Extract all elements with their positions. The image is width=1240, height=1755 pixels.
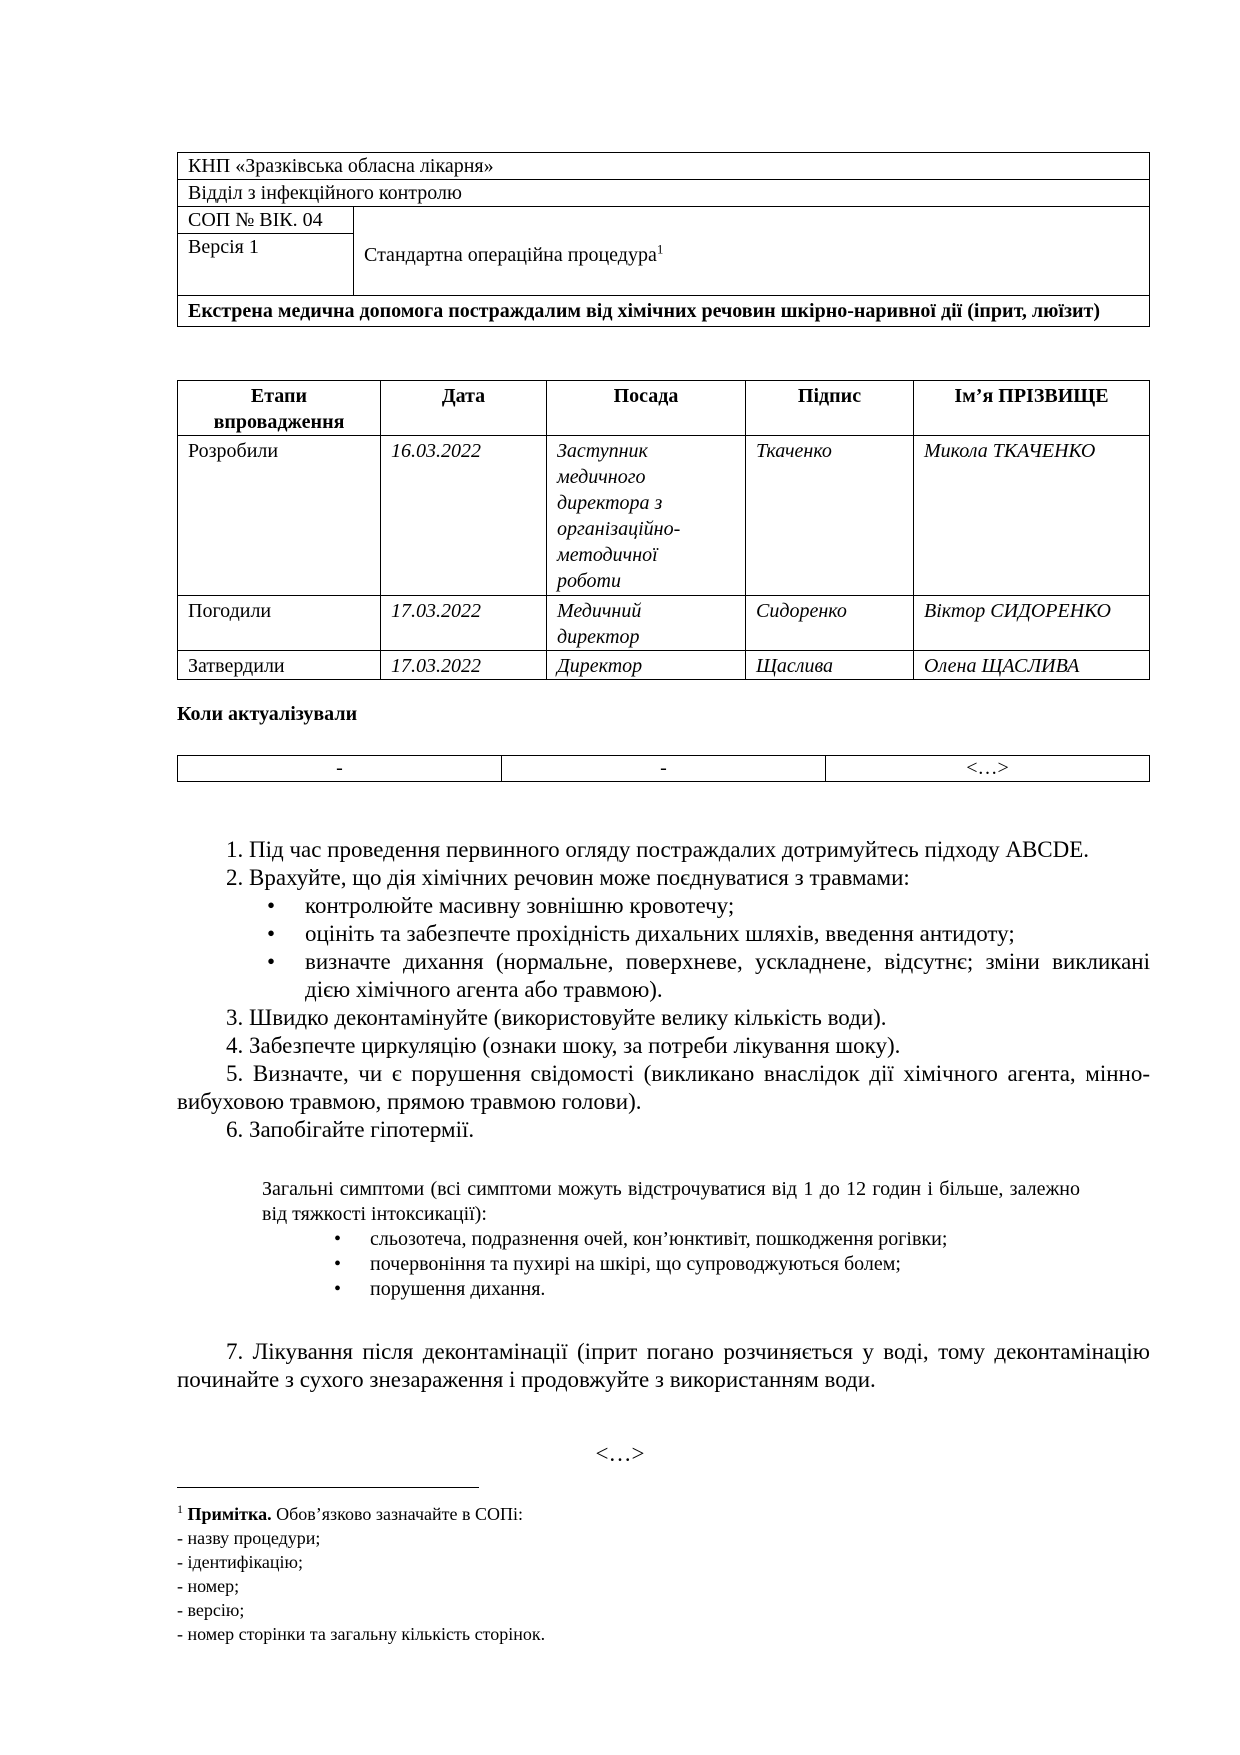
col-header-name: Ім’я ПРІЗВИЩЕ xyxy=(914,381,1150,436)
department: Відділ з інфекційного контролю xyxy=(178,180,1150,207)
col-header-signature: Підпис xyxy=(746,381,914,436)
steps-block xyxy=(177,836,1150,1144)
footnote-divider xyxy=(177,1487,479,1488)
updates-table xyxy=(177,755,1150,782)
step-2: 2. Врахуйте, що дія хімічних речовин може поєднуватися з травмами: xyxy=(226,865,910,890)
cell-signature: Ткаченко xyxy=(746,436,914,596)
bullet-icon: • xyxy=(334,1253,342,1275)
list-item: • оцініть та забезпечте прохідність дихальних шляхів, введення антидоту; xyxy=(267,921,1015,946)
list-item: - версію; xyxy=(177,1600,245,1620)
step-3: 3. Швидко деконтамінуйте (використовуйте велику кількість води). xyxy=(226,1005,887,1030)
approvals-table xyxy=(177,380,1150,680)
table-row xyxy=(178,436,1150,596)
list-item: - назву процедури; xyxy=(177,1528,321,1548)
list-item: • контролюйте масивну зовнішню кровотечу; xyxy=(267,893,735,918)
col-header-stage: Етапи впровадження xyxy=(178,381,381,436)
symptoms-list xyxy=(262,1227,1080,1302)
table-row xyxy=(178,596,1150,651)
cell-date: 16.03.2022 xyxy=(381,436,547,596)
doc-type-cell xyxy=(354,207,1150,296)
update-cell: - xyxy=(502,756,826,782)
cell-signature: Щаслива xyxy=(746,651,914,680)
list-item: • визначте дихання (нормальне, поверхневе, ускладнене, відсутнє; зміни викликані дією хімічного агента або травмою). xyxy=(267,949,1150,1002)
footnote xyxy=(177,1497,1077,1646)
cell-stage: Розробили xyxy=(178,436,381,596)
step-4: 4. Забезпечте циркуляцію (ознаки шоку, за потреби лікування шоку). xyxy=(226,1033,901,1058)
cell-position: Директор xyxy=(547,651,746,680)
step-7: 7. Лікування після деконтамінації (іприт погано розчиняється у воді, тому деконтамінацію починайте з сухого знезараження і продовжуйте з використанням води. xyxy=(177,1339,1150,1392)
bullet-icon: • xyxy=(334,1278,342,1300)
col-header-date: Дата xyxy=(381,381,547,436)
bullet-icon: • xyxy=(334,1228,342,1250)
table-row xyxy=(178,651,1150,680)
org-name: КНП «Зразківська обласна лікарня» xyxy=(178,153,1150,180)
cell-stage: Погодили xyxy=(178,596,381,651)
continuation-ellipsis: <…> xyxy=(595,1441,645,1466)
footnote-text: Обов’язково зазначайте в СОПі: xyxy=(276,1504,523,1524)
symptoms-block xyxy=(262,1177,1080,1302)
list-item: - ідентифікацію; xyxy=(177,1552,303,1572)
cell-position: Медичний директор xyxy=(547,596,746,651)
list-item: - номер сторінки та загальну кількість сторінок. xyxy=(177,1624,546,1644)
update-cell: - xyxy=(178,756,502,782)
symptoms-intro: Загальні симптоми (всі симптоми можуть відстрочуватися від 1 до 12 годин і більше, залежно від тяжкості інтоксикації): xyxy=(262,1178,1080,1225)
footnote-head xyxy=(177,1497,1077,1526)
cell-date: 17.03.2022 xyxy=(381,596,547,651)
update-cell: <…> xyxy=(826,756,1150,782)
footnote-ref: 1 xyxy=(656,241,664,257)
list-item: • сльозотеча, подразнення очей, кон’юнктивіт, пошкодження рогівки; xyxy=(334,1228,948,1250)
cell-date: 17.03.2022 xyxy=(381,651,547,680)
footnote-label: Примітка. xyxy=(187,1504,272,1524)
updates-label: Коли актуалізували xyxy=(177,703,358,725)
step-1: 1. Під час проведення первинного огляду постраждалих дотримуйтесь підходу ABCDE. xyxy=(226,837,1090,862)
list-item: • порушення дихання. xyxy=(334,1278,546,1300)
header-table xyxy=(177,152,1150,327)
cell-name: Віктор СИДОРЕНКО xyxy=(914,596,1150,651)
doc-type: Стандартна операційна процедура xyxy=(364,244,657,266)
list-item: - номер; xyxy=(177,1576,240,1596)
step-2-list xyxy=(177,892,1150,1004)
version: Версія 1 xyxy=(178,234,354,296)
footnote-mark: 1 xyxy=(177,1502,183,1516)
list-item: • почервоніння та пухирі на шкірі, що супроводжуються болем; xyxy=(334,1253,901,1275)
sop-number: СОП № ВІК. 04 xyxy=(178,207,354,234)
col-header-position: Посада xyxy=(547,381,746,436)
step-6: 6. Запобігайте гіпотермії. xyxy=(226,1117,475,1142)
bullet-icon: • xyxy=(267,949,276,974)
cell-stage: Затвердили xyxy=(178,651,381,680)
step-7-block xyxy=(177,1338,1150,1394)
step-5: 5. Визначте, чи є порушення свідомості (викликано внаслідок дії хімічного агента, мінно-вибуховою травмою, прямою травмою голови). xyxy=(177,1061,1150,1114)
bullet-icon: • xyxy=(267,921,276,946)
cell-name: Олена ЩАСЛИВА xyxy=(914,651,1150,680)
cell-position: Заступник медичного директора з організаційно-методичної роботи xyxy=(547,436,746,596)
procedure-title: Екстрена медична допомога постраждалим від хімічних речовин шкірно-наривної дії (іприт, люїзит) xyxy=(178,296,1150,327)
cell-name: Микола ТКАЧЕНКО xyxy=(914,436,1150,596)
cell-signature: Сидоренко xyxy=(746,596,914,651)
bullet-icon: • xyxy=(267,893,276,918)
